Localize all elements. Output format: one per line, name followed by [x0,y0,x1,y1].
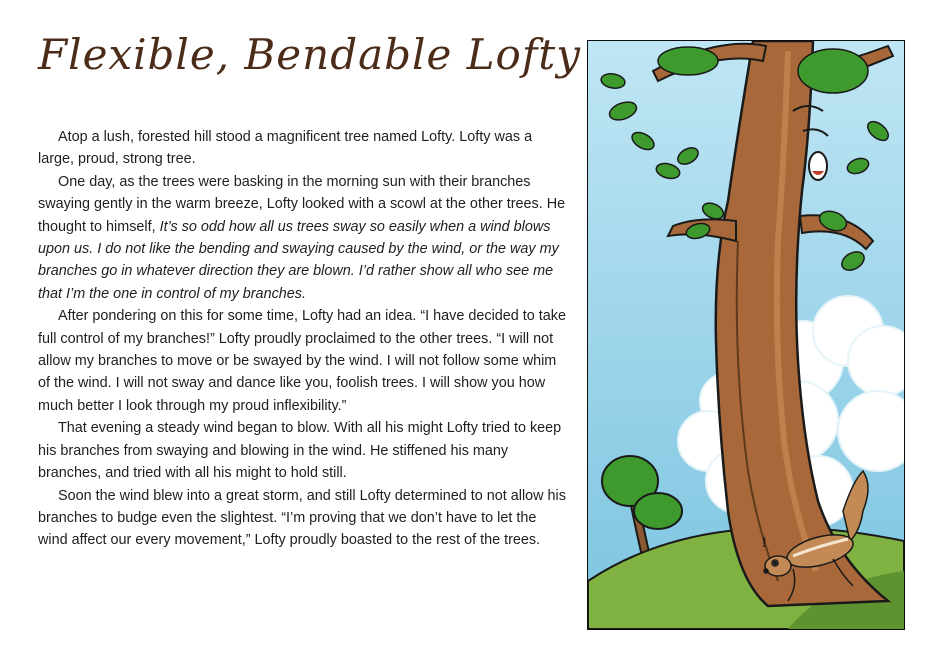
story-paragraph-3: After pondering on this for some time, Lofty had an idea. “I have decided to take full control of my branches!” Lofty proudly proclaimed to the other trees. “I will not allow my branches to move or be swayed by the wind. I will not follow some whim of the wind. I will not sway and dance like you, foolish trees. I will show you how much better I look through my proud inflexibility.” [38,308,566,414]
story-paragraph-2 [38,171,568,305]
story-text [38,126,568,552]
tree-illustration [587,40,905,630]
page-title: Flexible, Bendable Lofty [38,30,581,79]
story-paragraph-4: That evening a steady wind began to blow. With all his might Lofty tried to keep his branches from swaying and blowing in the wind. He stiffened his many branches, and tried with all his might to hold still. [38,420,562,482]
story-paragraph-1: Atop a lush, forested hill stood a magnificent tree named Lofty. Lofty was a large, proud, strong tree. [38,129,533,168]
story-paragraph-2-text: One day, as the trees were basking in the morning sun with their branches swaying gently in the warm breeze, Lofty looked with a scowl at the other trees. He thought to himself, [38,173,566,235]
story-paragraph-5: Soon the wind blew into a great storm, and still Lofty determined to not allow his branches to budge even the slightest. “I’m proving that we don’t have to let the wind affect our every movement,” Lofty proudly boasted to the rest of the trees. [38,487,566,549]
illustration-canvas [588,41,904,629]
lofty-thought: It’s so odd how all us trees sway so easily when a wind blows upon us. I do not like the bending and swaying caused by the wind, or the way my branches go in whatever direction they are blown. I’d rather show all who see me that I’m the one in control of my branches. [38,218,559,302]
chipmunk-exclamation: ! [762,534,767,550]
